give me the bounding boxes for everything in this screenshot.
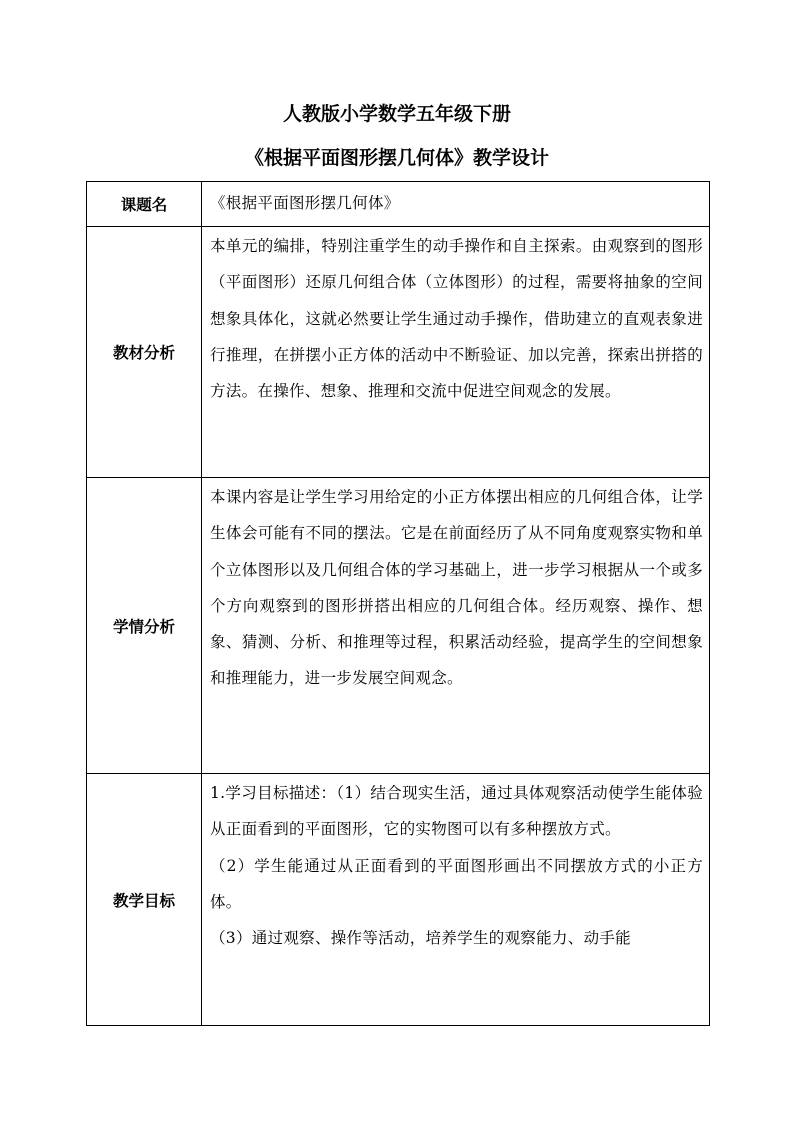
- row-content-material-analysis: [202, 227, 710, 478]
- document-title-line2: 《根据平面图形摆几何体》教学设计: [244, 147, 549, 169]
- table-row-student-analysis: [87, 478, 710, 774]
- goal-paragraph-3: （3）通过观察、操作等活动，培养学生的观察能力、动手能: [210, 929, 631, 948]
- row-label-material-analysis: 教材分析: [87, 227, 202, 478]
- table-row-topic: [87, 182, 710, 227]
- row-content-student-analysis: [202, 478, 710, 774]
- topic-text: 《根据平面图形摆几何体》: [210, 194, 400, 212]
- row-label-teaching-goals: 教学目标: [87, 774, 202, 1026]
- row-label-topic: 课题名: [87, 182, 202, 227]
- row-label-student-analysis: 学情分析: [87, 478, 202, 774]
- document-title-line1: 人教版小学数学五年级下册: [282, 103, 511, 125]
- row-content-teaching-goals: [202, 774, 710, 1026]
- material-analysis-text: 本单元的编排，特别注重学生的动手操作和自主探索。由观察到的图形（平面图形）还原几何组合体（立体图形）的过程，需要将抽象的空间想象具体化，这就必然要让学生通过动手操作，借助建立的直观表象进行推理，在拼摆小正方体的活动中不断验证、加以完善，探索出拼搭的方法。在操作、想象、推理和交流中促进空间观念的发展。: [210, 237, 703, 401]
- table-row-material-analysis: [87, 227, 710, 478]
- table-row-teaching-goals: [87, 774, 710, 1026]
- goal-paragraph-2: （2）学生能通过从正面看到的平面图形画出不同摆放方式的小正方体。: [210, 856, 703, 911]
- lesson-design-table: [86, 181, 710, 1026]
- student-analysis-text: 本课内容是让学生学习用给定的小正方体摆出相应的几何组合体，让学生体会可能有不同的摆法。它是在前面经历了从不同角度观察实物和单个立体图形以及几何组合体的学习基础上，进一步学习根据从一个或多个方向观察到的图形拼搭出相应的几何组合体。经历观察、操作、想象、猜测、分析、和推理等过程，积累活动经验，提高学生的空间想象和推理能力，进一步发展空间观念。: [210, 488, 703, 688]
- row-content-topic: [202, 182, 710, 227]
- goal-paragraph-1: 1.学习目标描述：（1）结合现实生活，通过具体观察活动使学生能体验从正面看到的平面图形，它的实物图可以有多种摆放方式。: [210, 784, 703, 839]
